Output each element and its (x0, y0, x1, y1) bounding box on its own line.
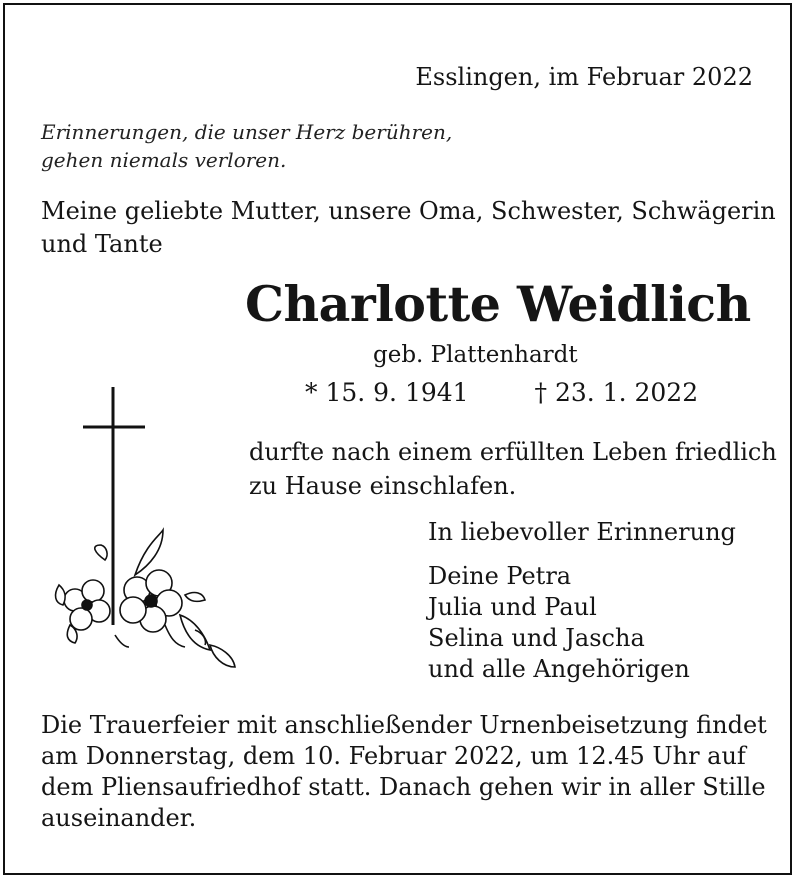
ceremony-info (41, 710, 767, 834)
life-dates (305, 378, 698, 407)
birth-date: * 15. 9. 1941 (305, 378, 469, 407)
intro-text (41, 195, 776, 261)
ceremony-line: auseinander. (41, 804, 197, 832)
description-line: durfte nach einem erfüllten Leben friedlich (249, 438, 777, 466)
ceremony-line: am Donnerstag, dem 10. Februar 2022, um 12.45 Uhr auf (41, 742, 746, 770)
birth-name: geb. Plattenhardt (373, 342, 578, 368)
place-date: Esslingen, im Februar 2022 (415, 63, 753, 91)
intro-line: Meine geliebte Mutter, unsere Oma, Schwester, Schwägerin (41, 197, 776, 225)
obituary-notice (3, 3, 792, 875)
signer: Selina und Jascha (428, 624, 645, 652)
cross-flower-decoration (45, 385, 245, 675)
death-date: † 23. 1. 2022 (534, 378, 699, 407)
signers-list (428, 561, 690, 685)
description (249, 435, 777, 503)
flower-icon (56, 530, 235, 667)
memorial-quote (41, 118, 452, 174)
description-line: zu Hause einschlafen. (249, 472, 517, 500)
quote-line: Erinnerungen, die unser Herz berühren, (41, 120, 453, 144)
quote-line: gehen niemals verloren. (41, 148, 287, 172)
memory-line: In liebevoller Erinnerung (428, 518, 736, 546)
signer: Deine Petra (428, 562, 572, 590)
intro-line: und Tante (41, 230, 163, 258)
deceased-name: Charlotte Weidlich (245, 275, 751, 333)
signer: und alle Angehörigen (428, 655, 690, 683)
ceremony-line: dem Pliensaufriedhof statt. Danach gehen wir in aller Stille (41, 773, 766, 801)
signer: Julia und Paul (428, 593, 597, 621)
ceremony-line: Die Trauerfeier mit anschließender Urnenbeisetzung findet (41, 711, 767, 739)
